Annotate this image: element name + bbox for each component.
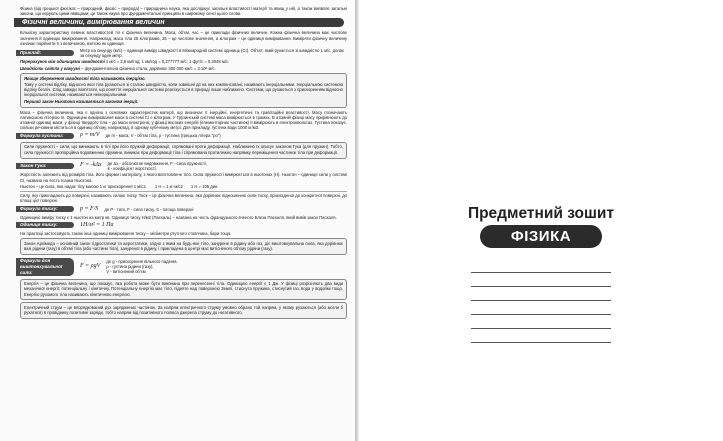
pressure-formula-row: [20, 205, 347, 213]
hooke-formula: F = -kΔx: [80, 162, 102, 169]
hooke-law-label: Закон Гука:: [16, 163, 74, 169]
archimedes-desc-line1: де g - прискорення вільного падіння,: [106, 258, 178, 264]
front-cover: [359, 0, 723, 441]
current-text: Електричний струм – це впорядкований рух заряджених частинок. За напрям електричного струму умовно обрано той напрям, у якому рухаються (або могли б рухатися) в провіднику позитивні заряди, тобто напрям від позитивного полюса джерела струму до негативного.: [24, 304, 343, 316]
mass-paragraph: Маса – фізична величина, яка є однією з основних характеристик матерії, що визначає її інерційні, енергетичні та гравітаційні властивості. Масу позначають латинською літерою m. Одиницею вимірювання маси в системі СІ є кілограм. У Грузинській системі маса вимірюється в грамах. В атомній фізиці масу прирівнюють до атомної одиниці маси, у фізиці твердого тіла – до маси електрона, у фізиці високих енергій (елементарних частинок) її вимірюють в електронвольтах. Густина показує, скільки речовини міститься в одиниці об'єму, наприклад, в одному кубічному метрі. Для прикладу, густина води 1000 кг/м3.: [20, 109, 347, 131]
pressure-unit-row: [20, 221, 347, 229]
speed-of-light: [20, 66, 347, 71]
example-text: Метр на секунду (м/с) – одиниця виміру швидкості в Міжнародній системі одиниць (СІ). Об'єкт, який рухається зі швидкістю 1 м/с, долає за секунду один метр.: [80, 47, 345, 58]
density-formula-row: [20, 132, 347, 140]
speed-conversion-values: 1 м/с = 3,6 км/год; 1 км/год = 0,277777 м/с; 1 фут/с = 0,3048 м/с.: [105, 59, 230, 65]
example-label: Приклад:: [16, 50, 74, 56]
hooke-desc: [108, 161, 347, 171]
name-line: [471, 314, 611, 315]
example-row: [20, 48, 347, 58]
subject-label: ФІЗИКА: [480, 225, 602, 248]
physical-quantities-paragraph: Кількісну характеристику певних властивостей тіл є фізична величина. Маса, об'єм, час – це приклади фізичних величин. Кожна фізична величина має числове значення й одиницю вимірювання. Наприклад, маса тіла 25 кілограмів, 25 – це числове значення, а кілограм – це одиниця вимірювання. Виміряти фізичну величину означає порівняти її з величиною, взятою як одиниця.: [20, 30, 347, 46]
density-formula-label: Формула густини:: [16, 133, 74, 139]
archimedes-desc: [106, 259, 347, 275]
intro-paragraph: Фізика (від грецької фюсікос – природний, фюзіс – природа) – природнича наука, яка досліджує загальні властивості матерії та явищ у ній, а також виявляє загальні закони, що керують цими явищами; це також наука про фундаментальні принципи в широкому сенсі цього слова.: [20, 6, 347, 17]
name-line: [471, 342, 611, 343]
speed-of-light-label: Швидкість світла у вакуумі: [20, 65, 80, 71]
archimedes-label-line1: Формула для: [20, 257, 51, 263]
inertia-title: Явище збереження швидкості тіла називають інерцією.: [24, 75, 146, 81]
hooke-law-row: [20, 161, 347, 171]
newton-eq-1: 1 Н = 1 кг·м/с2: [154, 184, 183, 189]
pressure-unit-formula: 1Н/м² = 1 Па: [80, 221, 114, 228]
notebook-title: Предметний зошит: [467, 205, 615, 222]
archimedes-text: Закон Архімеда – основний закон гідростатики та аеростатики, згідно з яким на будь-яке тіло, занурене в рідину або газ, діє виштовхувальна сила, яка дорівнює вазі рідини (газу) в об'ємі тіла (або частини тіла), зануреної в рідину, і прикладена в центрі мас витісненого об'єму рідини (газу).: [24, 240, 343, 251]
speed-conversion: [20, 59, 347, 64]
pressure-unit-label: Одиниця тиску:: [16, 222, 74, 228]
newton-eq-2: 1 Н = 105 дин.: [190, 184, 219, 189]
archimedes-box: [20, 238, 347, 255]
name-line: [471, 328, 611, 329]
stiffness-paragraph: Жорсткість залежить від розмірів тіла, його форми і матеріалу, з якого виготовлене тіло. Сила пружності вимірюється в ньютонах (Н). Ньютон – одиниця сили у системі СІ, названа на честь Ісаака Ньютона.: [20, 172, 347, 183]
name-line: [471, 300, 611, 301]
divider: [20, 191, 347, 192]
speed-of-light-text: – фундаментальна фізична стала, дорівнює 300 000 км/с = 3∙10⁸ м/с.: [81, 65, 216, 71]
pressure-formula-desc: де P - тиск, F - сила тиску, S - площа поверхні: [104, 206, 194, 212]
elastic-force-box: [20, 142, 347, 159]
practice-paragraph: На практиці застосовують також інші одиниці вимірювання тиску – міліметри ртутного стовпчика, бари тощо.: [20, 230, 232, 236]
energy-text: Енергія – це фізична величина, що показує, яка робота може бути виконана при перенесенні тіла. Одиницею енергії є 1 Дж. У фізиці розрізняють два види механічної енергії: потенціальну і кінетичну. Потенціальну енергію має тіло, підняте над поверхнею Землі, стиснута пружина, стиснутий газ, вода у водоймі тощо. Енергію рухомого тіла називають кінетичною енергією.: [24, 281, 343, 297]
pressure-paragraph: Силу, яку прикладають до поверхні, називають силою тиску. Тиск – це фізична величина, яка дорівнює відношенню сили тиску, прикладеної до конкретної поверхні, до площі цієї поверхні.: [20, 193, 347, 204]
inertia-text: Тому у системі відліку, відносно якої тіла рухаються зі сталою швидкістю, коли зовнішні дії на них компенсовані, називають інерціальними. Інерціальною системою відліку безліч. Слід завжди пам'ятати, що поняття інерціальної системи реалізується в природі лише наближено. Системи, що рухаються з прискоренням відносно інерціальної системи, називаються неінерціальними.: [24, 81, 343, 98]
section-heading: Фізичні величини, вимірювання величин: [14, 18, 344, 27]
newton-unit-row: [20, 184, 347, 189]
archimedes-label-line2: виштовхувальної сили:: [20, 263, 63, 275]
name-line: [471, 272, 611, 273]
name-line: [471, 286, 611, 287]
back-cover-reference-page: [0, 0, 355, 441]
newton-first-law: Перший закон Ньютона називається законом інерції.: [24, 98, 139, 104]
hooke-desc-line2: k - коефіцієнт жорсткості.: [107, 165, 157, 171]
density-formula-desc: де m - маса, V - об'єм тіла, ρ - густина (грецька літера "ро"): [105, 133, 221, 139]
archimedes-desc-line3: V - витіснений об'єм: [106, 269, 146, 275]
pascal-paragraph: Одиницею виміру тиску є 1 ньютон на метр кв. Одиниця тиску Н/м2 (Паскаль) – названа на честь французького вченого Блеза Паскаля, який вивів закон Паскаля.: [20, 214, 337, 220]
archimedes-formula: F = ρgV: [80, 263, 101, 269]
pressure-formula-label: Формула тиску:: [16, 206, 74, 212]
newton-unit-def: Ньютон – це сила, яка надає тілу масою 1 кг прискорення 1 м/с2.: [20, 184, 147, 189]
current-box: [20, 302, 347, 319]
archimedes-formula-row: [20, 257, 347, 277]
speed-conversion-label: Перерахунок між одиницями швидкості: [20, 59, 105, 65]
hooke-desc-line1: де Δx - абсолютне видовження, F - сила пружності,: [107, 160, 208, 166]
density-formula: ρ = m/V: [80, 132, 100, 139]
pressure-formula: p = F/S: [80, 205, 99, 212]
archimedes-formula-label: [16, 258, 74, 276]
inertia-box: [20, 73, 347, 108]
energy-box: [20, 279, 347, 301]
elastic-force-text: Сили пружності – сили, що виникають в тілі при його пружній деформації, спрямовані проти деформації. Наближено їх описує законом Гука (для пружин). Тобто, сила пружності пропорційна подовженню пружини, виникає при деформації тіла і спрямована протилежно напрямку переміщення частинок тіла при деформації.: [24, 144, 343, 155]
archimedes-desc-line2: ρ - густина рідини (газу),: [106, 264, 154, 269]
